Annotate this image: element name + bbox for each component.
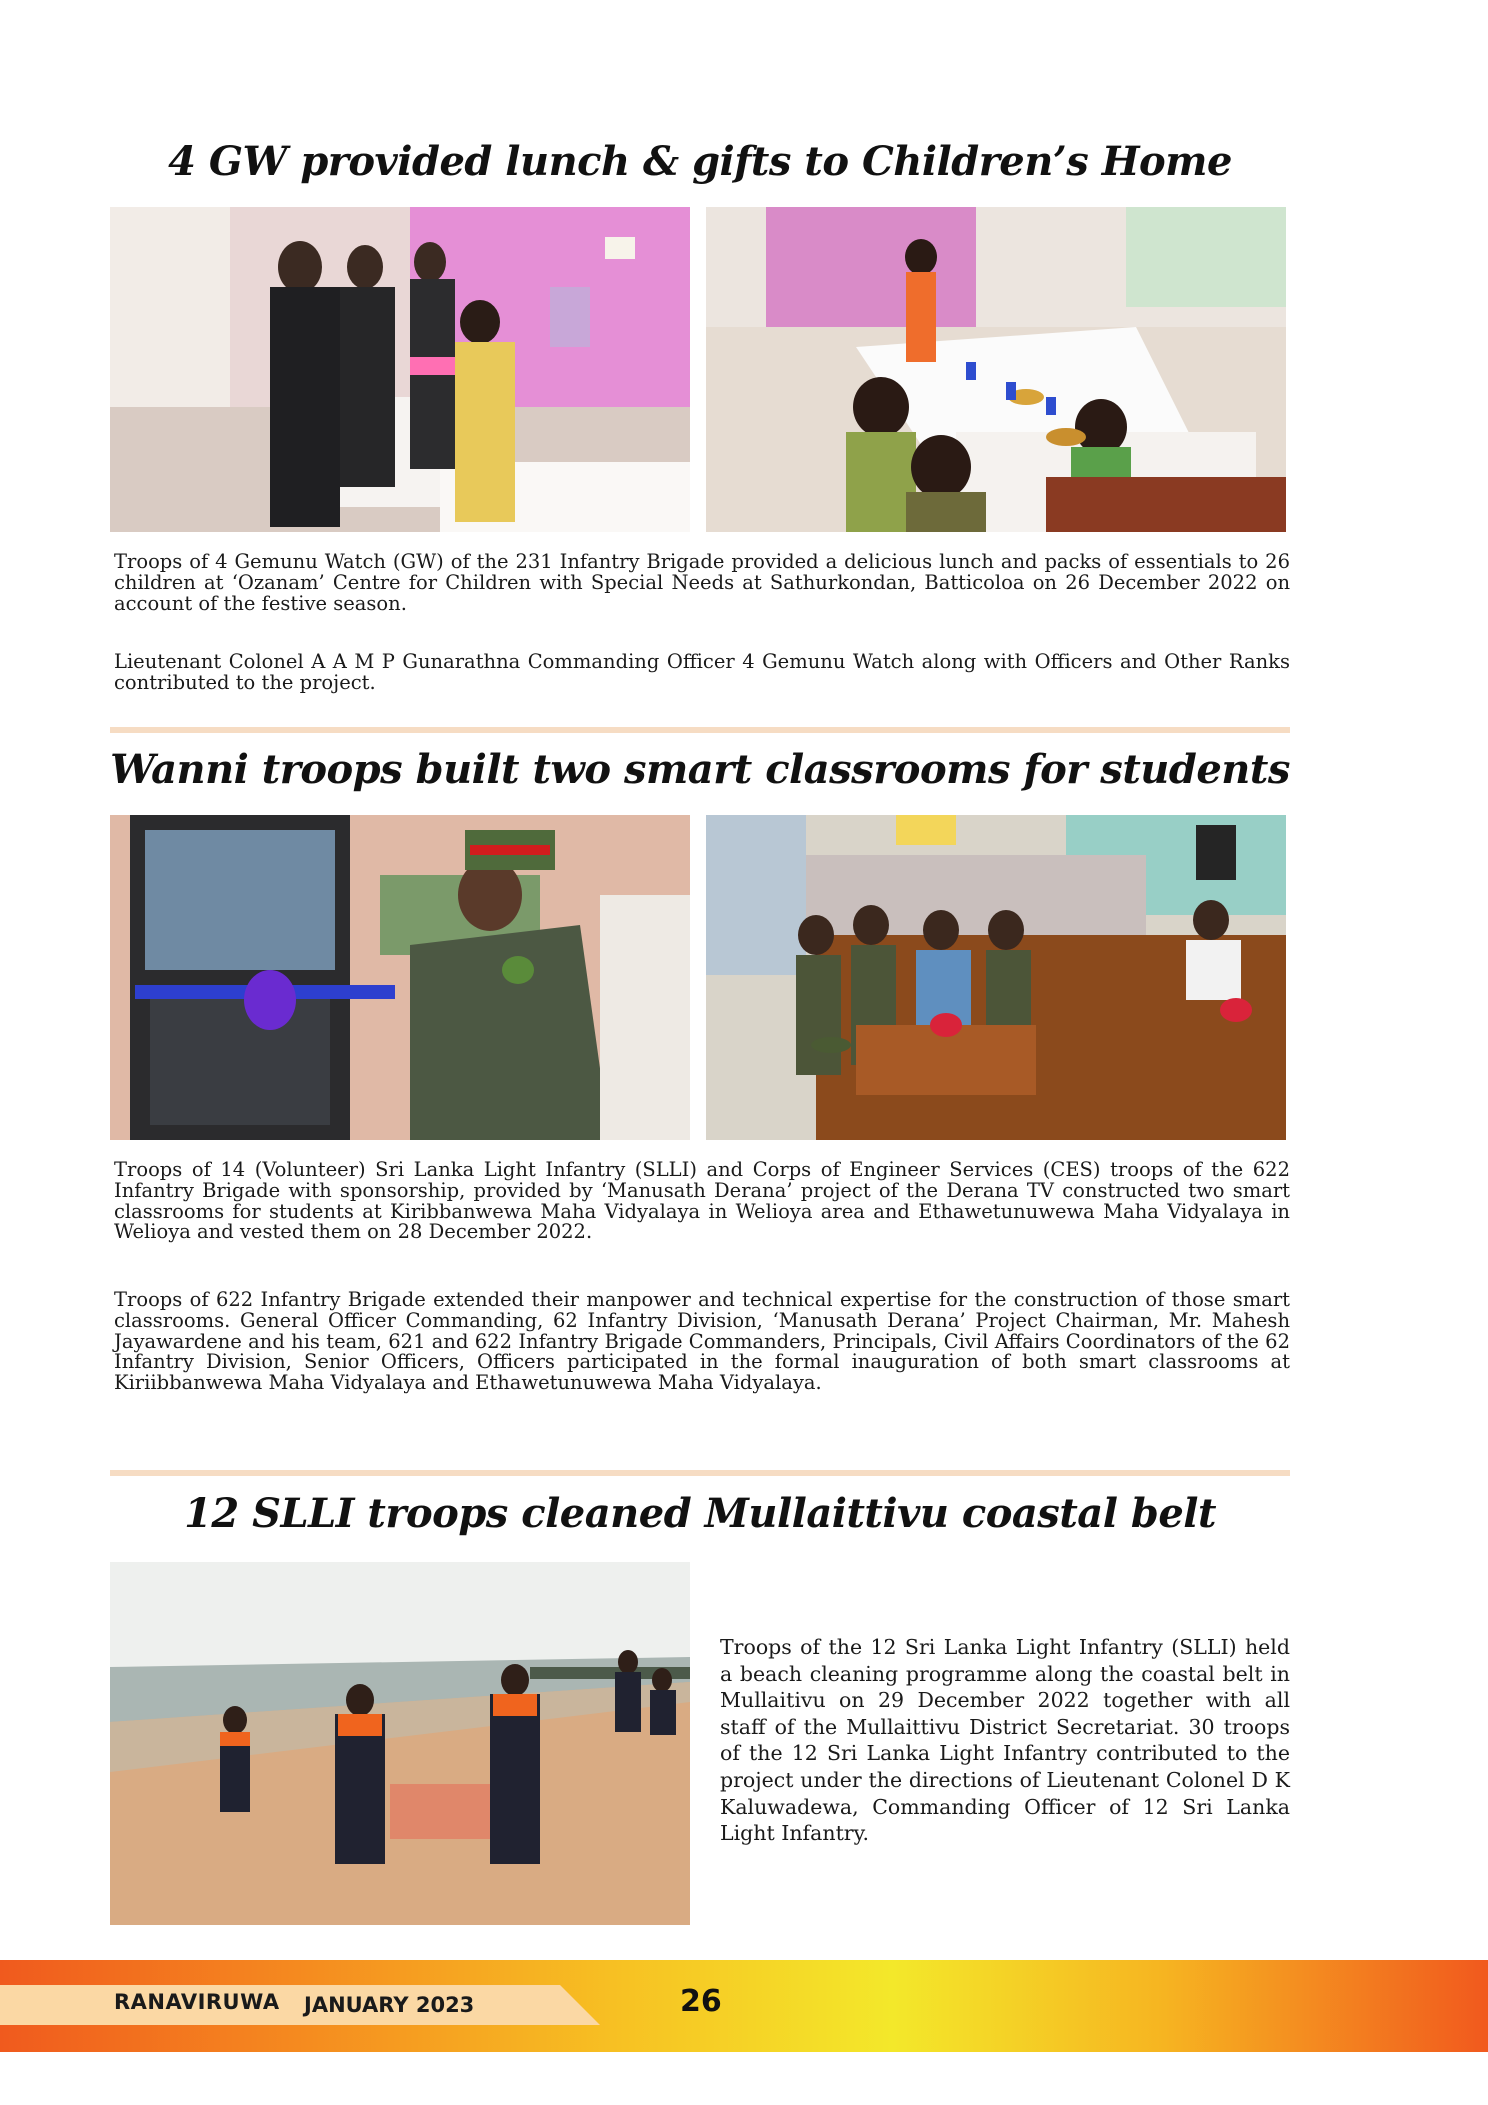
article-1-photo-gift-handover [110, 207, 690, 532]
article-3-photo-beach-cleaning [110, 1562, 690, 1925]
article-1-paragraph-1: Troops of 4 Gemunu Watch (GW) of the 231 Infantry Brigade provided a delicious lunch and packs of essentials to 26 children at ‘Ozanam’ Centre for Children with Special Needs at Sathurkondan, Batticoloa on 26 December 2022 on account of the festive season. [114, 550, 1290, 615]
article-3-paragraph-1: Troops of the 12 Sri Lanka Light Infantry (SLLI) held a beach cleaning programme along the coastal belt in Mullaitivu on 29 December 2022 together with all staff of the Mullaittivu District Secretariat. 30 troops of the 12 Sri Lanka Light Infantry contributed to the project under the directions of Lieutenant Colonel D K Kaluwadewa, Commanding Officer of 12 Sri Lanka Light Infantry. [720, 1635, 1290, 1846]
article-1-paragraph-2: Lieutenant Colonel A A M P Gunarathna Commanding Officer 4 Gemunu Watch along with Officers and Other Ranks contributed to the project. [114, 650, 1290, 694]
footer-label-bar [0, 1985, 600, 2025]
section-divider-2 [110, 1470, 1290, 1476]
section-divider-1 [110, 727, 1290, 733]
article-3-headline: 12 SLLI troops cleaned Mullaittivu coastal belt [184, 1490, 1216, 1537]
footer-brand: RANAVIRUWA [114, 1990, 280, 2014]
article-2-paragraph-2: Troops of 622 Infantry Brigade extended their manpower and technical expertise for the construction of those smart classrooms. General Officer Commanding, 62 Infantry Division, ‘Manusath Derana’ Project Chairman, Mr. Mahesh Jayawardene and his team, 621 and 622 Infantry Brigade Commanders, Principals, Civil Affairs Coordinators of the 62 Infantry Division, Senior Officers, Officers participated in the formal inauguration of both smart classrooms at Kiriibbanwewa Maha Vidyalaya and Ethawetunuwewa Maha Vidyalaya. [114, 1288, 1290, 1395]
article-1-photo-children-lunch [706, 207, 1286, 532]
article-1-headline: 4 GW provided lunch & gifts to Children’s Home [168, 138, 1232, 185]
article-2-paragraph-1: Troops of 14 (Volunteer) Sri Lanka Light Infantry (SLLI) and Corps of Engineer Services (CES) troops of the 622 Infantry Brigade with sponsorship, provided by ‘Manusath Derana’ project of the Derana TV constructed two smart classrooms for students at Kiribbanwewa Maha Vidyalaya in Welioya area and Ethawetunuwewa Maha Vidyalaya in Welioya and vested them on 28 December 2022. [114, 1158, 1290, 1244]
article-2-headline: Wanni troops built two smart classrooms for students [110, 746, 1290, 793]
footer-page-number: 26 [680, 1984, 722, 2019]
article-2-photo-ribbon-cutting [110, 815, 690, 1140]
footer-issue-date: JANUARY 2023 [304, 1993, 475, 2017]
article-2-photo-audience [706, 815, 1286, 1140]
